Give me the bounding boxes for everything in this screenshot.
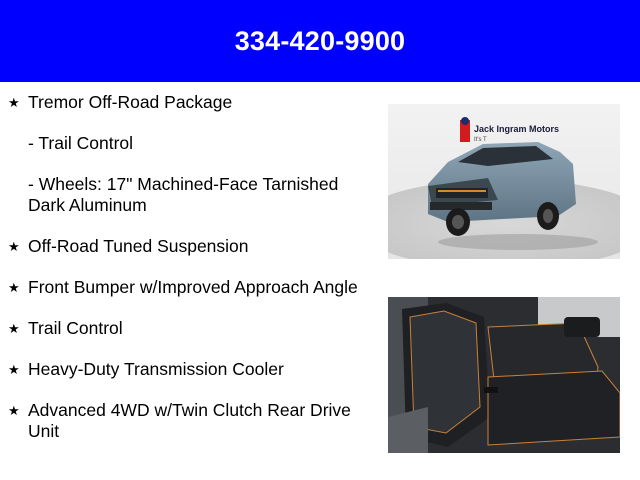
feature-text: - Wheels: 17" Machined-Face Tarnished Dark Aluminum (28, 174, 339, 215)
header-banner (0, 0, 640, 82)
seats-image (388, 297, 620, 453)
svg-text:It's T: It's T (474, 137, 487, 143)
feature-text: Tremor Off-Road Package (28, 92, 233, 112)
star-bullet-icon: ★ (8, 281, 20, 296)
feature-item (8, 400, 368, 442)
feature-text: Front Bumper w/Improved Approach Angle (28, 277, 358, 297)
feature-text: Heavy-Duty Transmission Cooler (28, 359, 284, 379)
feature-list (8, 92, 368, 462)
feature-subitem (8, 174, 368, 216)
star-bullet-icon: ★ (8, 363, 20, 378)
dealer-phone-number[interactable]: 334-420-9900 (234, 25, 406, 56)
feature-subitem (8, 133, 368, 154)
truck-image (388, 104, 620, 259)
feature-item (8, 92, 368, 113)
feature-item (8, 318, 368, 339)
feature-text: Trail Control (28, 318, 123, 338)
feature-text: Advanced 4WD w/Twin Clutch Rear Drive Unit (28, 400, 351, 441)
feature-item (8, 236, 368, 257)
feature-text: Off-Road Tuned Suspension (28, 236, 249, 256)
truck-exterior-photo[interactable] (388, 104, 620, 259)
star-bullet-icon: ★ (8, 240, 20, 255)
feature-text: - Trail Control (28, 133, 134, 153)
feature-item (8, 359, 368, 380)
feature-item (8, 277, 368, 298)
star-bullet-icon: ★ (8, 404, 20, 419)
rear-seats-photo[interactable] (388, 297, 620, 453)
svg-text:Jack Ingram Motors: Jack Ingram Motors (474, 124, 560, 134)
star-bullet-icon: ★ (8, 96, 20, 111)
star-bullet-icon: ★ (8, 322, 20, 337)
